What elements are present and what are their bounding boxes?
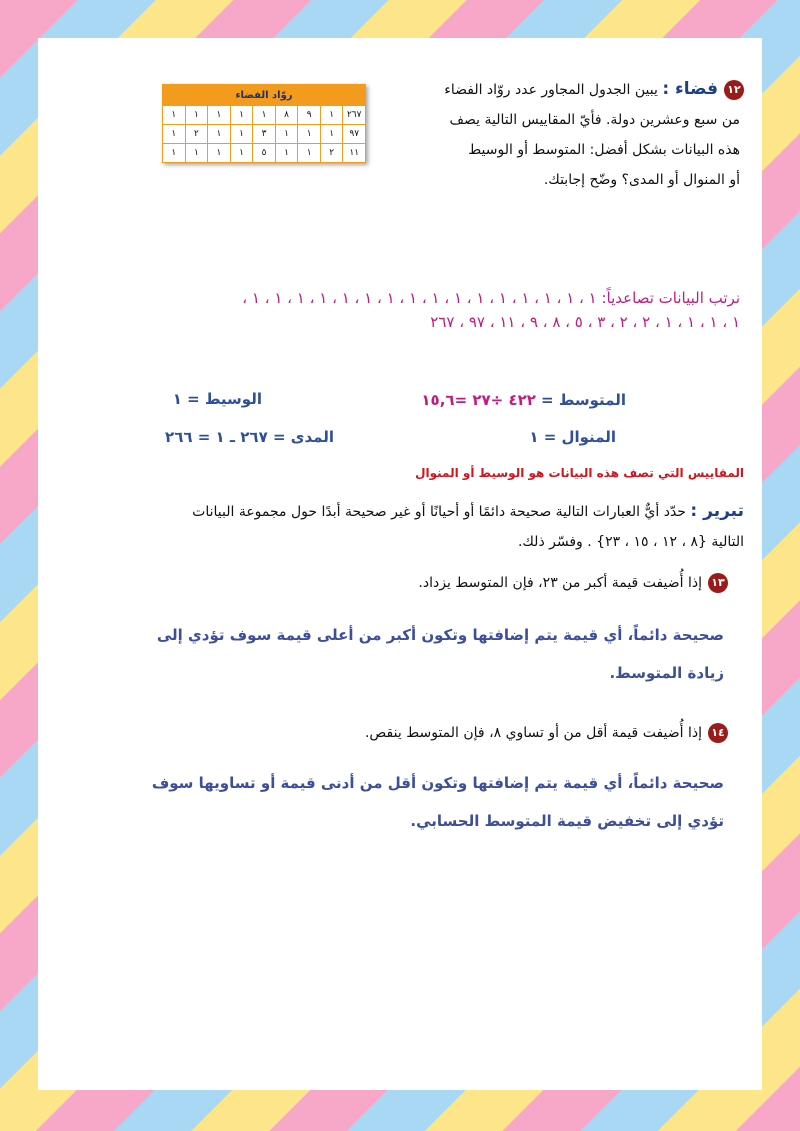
table-cell: ١: [208, 125, 231, 144]
table-cell: ١: [163, 125, 186, 144]
answer-line: صحيحة دائماً، أي قيمة يتم إضافتها وتكون أكبر من أعلى قيمة سوف تؤدي إلى: [156, 626, 724, 644]
sorted-data-line: ١ ، ١ ، ١ ، ١ ، ٢ ، ٢ ، ٣ ، ٥ ، ٨ ، ٩ ، ١١ ، ٩٧ ، ٢٦٧: [430, 313, 740, 331]
table-cell: ١: [163, 106, 186, 125]
table-cell: ١: [185, 106, 208, 125]
question-text-line: من سبع وعشرين دولة. فأيّ المقاييس التالية يصف: [449, 112, 740, 128]
table-row: [163, 106, 366, 125]
mean-label: المتوسط =: [541, 391, 626, 409]
table-cell: ١: [230, 106, 253, 125]
reasoning-text-line: حدّد أيٌّ العبارات التالية صحيحة دائمًا أو أحيانًا أو غير صحيحة أبدًا حول مجموعة البيانات: [192, 504, 686, 520]
table-cell: ٨: [275, 106, 298, 125]
answer-14: [64, 764, 724, 840]
median-line: الوسيط = ١: [172, 390, 262, 408]
table-cell: ٩٧: [343, 125, 366, 144]
answer-line: صحيحة دائماً، أي قيمة يتم إضافتها وتكون أقل من أدنى قيمة أو تساويها سوف: [151, 774, 724, 792]
question-label: فضاء :: [662, 79, 718, 99]
range-line: المدى = ٢٦٧ ـ ١ = ٢٦٦: [165, 428, 334, 446]
answer-line: زيادة المتوسط.: [609, 664, 724, 682]
answer-13: [64, 616, 724, 692]
table-cell: ١: [275, 144, 298, 163]
table-cell: ١: [253, 106, 276, 125]
table-cell: ١: [298, 144, 321, 163]
mean-value: ٤٢٢ ÷٢٧ =١٥,٦: [421, 391, 536, 409]
table-cell: ١: [208, 144, 231, 163]
table-cell: ٢٦٧: [343, 106, 366, 125]
astronauts-table: [162, 84, 366, 163]
table-title: روّاد الفضاء: [163, 85, 366, 106]
table-cell: ١: [185, 144, 208, 163]
table-cell: ١: [230, 125, 253, 144]
question-text: إذا أُضيفت قيمة أقل من أو تساوي ٨، فإن المتوسط ينقص.: [364, 725, 702, 741]
mode-line: المنوال = ١: [529, 428, 616, 446]
table-cell: ٩: [298, 106, 321, 125]
table-cell: ١: [320, 125, 343, 144]
question-number-badge: ١٢: [724, 80, 744, 100]
question-14: [128, 718, 728, 748]
table-cell: ٢: [320, 144, 343, 163]
question-13: [128, 568, 728, 598]
table-cell: ١: [208, 106, 231, 125]
question-number-badge: ١٣: [708, 573, 728, 593]
table-cell: ٥: [253, 144, 276, 163]
table-cell: ١: [230, 144, 253, 163]
reasoning-section: [54, 496, 744, 557]
question-text-line: يبين الجدول المجاور عدد روّاد الفضاء: [444, 82, 658, 98]
question-12: [384, 74, 744, 195]
table-cell: ١: [298, 125, 321, 144]
sorted-data-line: نرتب البيانات تصاعدياً: ١ ، ١ ، ١ ، ١ ، ١ ، ١ ، ١ ، ١ ، ١ ، ١ ، ١ ، ١ ، ١ ، ١ ، ١ ، ١ ،: [242, 289, 740, 307]
worksheet-page: [38, 38, 762, 1090]
table-cell: ١: [163, 144, 186, 163]
sorted-data: [100, 286, 740, 334]
table-row: [163, 125, 366, 144]
question-text: إذا أُضيفت قيمة أكبر من ٢٣، فإن المتوسط يزداد.: [418, 575, 702, 591]
question-number-badge: ١٤: [708, 723, 728, 743]
conclusion-text: المقاييس التي تصف هذه البيانات هو الوسيط أو المنوال: [415, 466, 744, 480]
mean-line: [326, 390, 626, 409]
table-cell: ١١: [343, 144, 366, 163]
reasoning-label: تبرير :: [690, 501, 744, 521]
question-text-line: أو المنوال أو المدى؟ وضّح إجابتك.: [543, 172, 740, 188]
table-cell: ٢: [185, 125, 208, 144]
table-cell: ٣: [253, 125, 276, 144]
answer-line: تؤدي إلى تخفيض قيمة المتوسط الحسابي.: [410, 812, 724, 830]
table-cell: ١: [275, 125, 298, 144]
table-cell: ١: [320, 106, 343, 125]
table-row: [163, 144, 366, 163]
reasoning-text-line: التالية {٨ ، ١٢ ، ١٥ ، ٢٣} . وفسّر ذلك.: [517, 534, 744, 550]
question-text-line: هذه البيانات بشكل أفضل: المتوسط أو الوسيط: [468, 142, 740, 158]
